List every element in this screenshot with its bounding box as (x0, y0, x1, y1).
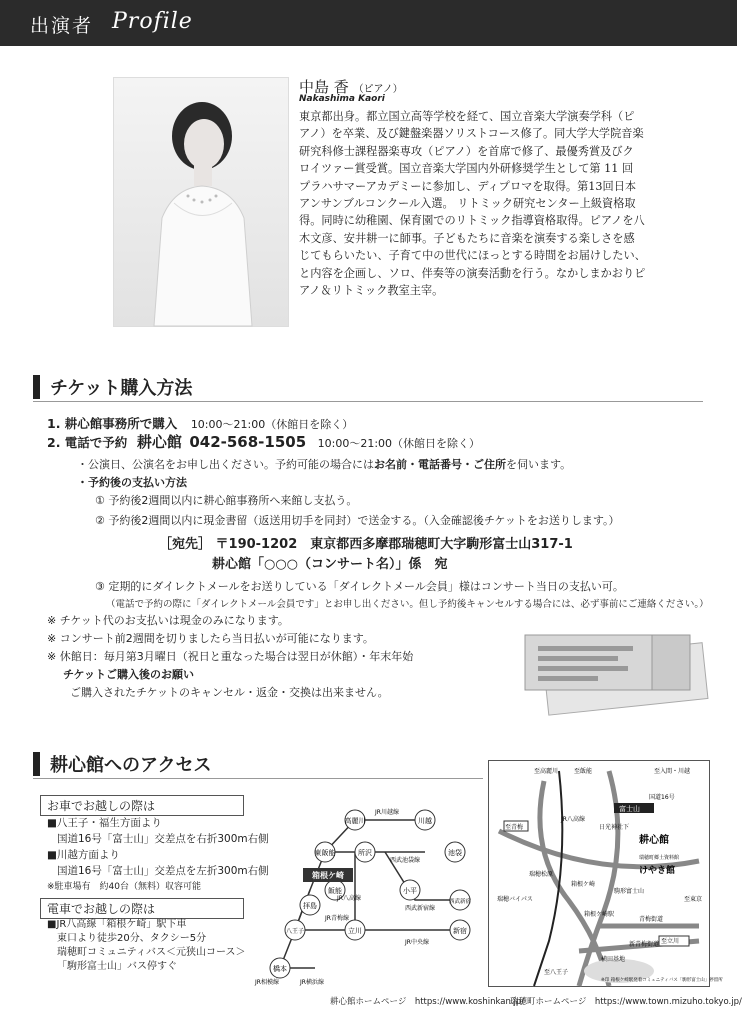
line-label: JR中央線 (405, 939, 429, 946)
footer-link-koshinkan[interactable]: 耕心館ホームページ https://www.koshinkan.jp/ (330, 997, 525, 1007)
map-label: 箱根ケ崎駅 (584, 911, 615, 918)
train-heading: 電車でお越しの際は (40, 898, 244, 919)
station-label: 高麗川 (344, 817, 366, 825)
area-map (488, 760, 723, 987)
header-title-en: Profile (112, 9, 193, 34)
performer-photo (113, 77, 289, 327)
map-label: けやき館 (639, 866, 676, 876)
station-label: 八王子 (285, 928, 305, 935)
line-label: 西武新宿線 (405, 905, 436, 912)
line-label: JR青梅線 (325, 915, 349, 922)
map-label: 瑞穂バイパス (497, 896, 533, 903)
phone-number: 042-568-1505 (189, 433, 307, 451)
after-purchase-text: ご購入されたチケットのキャンセル・返金・交換は出来ません。 (70, 686, 389, 699)
header-title-jp: 出演者 (30, 15, 94, 37)
station-label: 東飯能 (314, 849, 336, 857)
header-bar (0, 0, 737, 46)
map-label: ※印 箱根ケ崎駅発着コミュニティバス「駒形富士山」停留所 (601, 978, 723, 983)
line-label: JR川越線 (375, 809, 399, 816)
station-label: 池袋 (448, 849, 462, 857)
station-label: 立川 (348, 927, 362, 935)
map-label: 青梅街道 (639, 916, 664, 923)
pay-option-3-note: （電話で予約の際に「ダイレクトメール会員です」とお申し出ください。但し予約後キャンセルする場合には、必ず事前にご連絡ください。） (106, 599, 709, 610)
pay-option-1: ① 予約後2週間以内に耕心館事務所へ来館し支払う。 (95, 494, 358, 507)
performer-bio: 東京都出身。都立国立高等学校を経て、国立音楽大学演奏学科（ピ アノ）を卒業、及び鍵盤楽器ソリストコース修了。同大学大学院音楽 研究科修士課程器楽専攻（ピアノ）を首席で修了、最優秀賞及びク ロイツァー賞受賞。国立音楽大学国内外研修奨学生として第 11 回 プラハサマーアカデミーに参加し、ディプロマを取得。第13回日本 アンサンブルコンクール入選。 リトミック研究センター上級資格取 得。同時に幼稚園、保育園でのリトミック指導資格取得。ピアノを八 木文彦、安井耕一に師事。子どもたちに音楽を演奏する楽しさを感 じてもらいたい、子育て中の世代にほっとする時間をお届けしたい、 と内容を企画し、ソロ、伴奏等の演奏活動を行う。なかしまかおりピ アノ＆リトミック教室主宰。 (299, 110, 646, 298)
map-label: 瑞穂松原 (529, 871, 554, 878)
ticket-notes: ※ チケット代のお支払いは現金のみになります。 ※ コンサート前2週間を切りましたら当日払いが可能になります。 ※ 休館日：毎月第3月曜日（祝日と重なった場合は翌日が休館）・年末年始 (47, 614, 414, 663)
map-label: 至東京 (684, 896, 703, 903)
ticket-item-2: 2. 電話で予約 耕心館 042-568-1505 10:00～21:00（休館日を除く） (47, 433, 481, 451)
ticket-item-1: 1. 耕心館事務所で購入 10:00～21:00（休館日を除く） (47, 416, 354, 431)
map-label: 日光神社下 (599, 824, 630, 831)
line-label: JR横浜線 (300, 979, 324, 986)
ticket-heading: チケット購入方法 (50, 378, 193, 399)
performer-name-en: Nakashima Kaori (299, 94, 385, 104)
access-heading: 耕心館へのアクセス (50, 755, 212, 776)
mail-recipient: 耕心館「○○○（コンサート名）」係 宛 (212, 557, 448, 572)
map-label: 国道16号 (649, 794, 675, 801)
map-label: 瑞穂町郷土資料館 (639, 855, 680, 861)
map-label: 至八王子 (544, 969, 569, 976)
station-label: 新宿 (453, 927, 467, 935)
car-directions: ■八王子・福生方面より 国道16号「富士山」交差点を右折300m右側 ■川越方面より 国道16号「富士山」交差点を左折300m右側 ※駐車場有 約40台（無料）収容可能 (47, 817, 269, 892)
station-label: 橋本 (273, 965, 287, 973)
map-label: 新青梅街道 (629, 941, 660, 948)
map-label: 至飯能 (574, 768, 593, 775)
route-map (255, 800, 480, 990)
map-label: 富士山 (619, 805, 640, 813)
station-label: 小平 (403, 887, 417, 895)
station-label-highlight: 箱根ケ崎 (312, 871, 344, 880)
car-heading: お車でお越しの際は (40, 795, 244, 816)
map-label: 至青梅 (505, 824, 524, 831)
map-label: JR八高線 (561, 816, 585, 823)
performer-name: 中島 香 （ピアノ） (299, 78, 403, 96)
ticket-note-1: ・公演日、公演名をお申し出ください。予約可能の場合にはお名前・電話番号・ご住所を伺います。 (77, 458, 572, 471)
line-label: JR八高線 (337, 895, 361, 902)
pay-heading: ・予約後の支払い方法 (77, 476, 187, 489)
after-purchase-heading: チケットご購入後のお願い (63, 668, 195, 681)
station-label: 川越 (418, 817, 432, 825)
map-label: 至立川 (661, 938, 680, 945)
pay-option-3: ③ 定期的にダイレクトメールをお送りしている「ダイレクトメール会員」様はコンサート当日の支払い可。 (95, 580, 624, 593)
station-label: 西武新宿 (448, 899, 472, 905)
map-label: 横田基地 (601, 956, 626, 963)
map-label: 駒形富士山 (614, 888, 645, 895)
train-directions: ■JR八高線「箱根ケ崎」駅下車 東口より徒歩20分、タクシー5分 瑞穂町コミュニティバス＜元狭山コース＞ 「駒形富士山」バス停すぐ (47, 919, 246, 972)
ticket-illustration (520, 630, 710, 724)
map-label: 至入間・川越 (654, 768, 691, 775)
line-label: 西武池袋線 (390, 857, 421, 864)
station-label: 飯能 (328, 887, 342, 895)
station-label: 拝島 (303, 902, 317, 910)
pay-option-2: ② 予約後2週間以内に現金書留（返送用切手を同封）で送金する。（入金確認後チケットをお送りします。） (95, 514, 620, 527)
map-label: 至高麗川 (534, 768, 559, 775)
footer-link-mizuho[interactable]: 瑞穂町ホームページ https://www.town.mizuho.tokyo.jp/ (510, 997, 742, 1007)
station-label: 所沢 (358, 849, 372, 857)
line-label: JR相模線 (255, 979, 279, 986)
map-label: 箱根ケ崎 (571, 881, 596, 888)
mail-address: ［宛先］ 〒190-1202 東京都西多摩郡瑞穂町大字駒形富士山317-1 (159, 537, 573, 552)
map-label-venue: 耕心館 (639, 835, 669, 846)
